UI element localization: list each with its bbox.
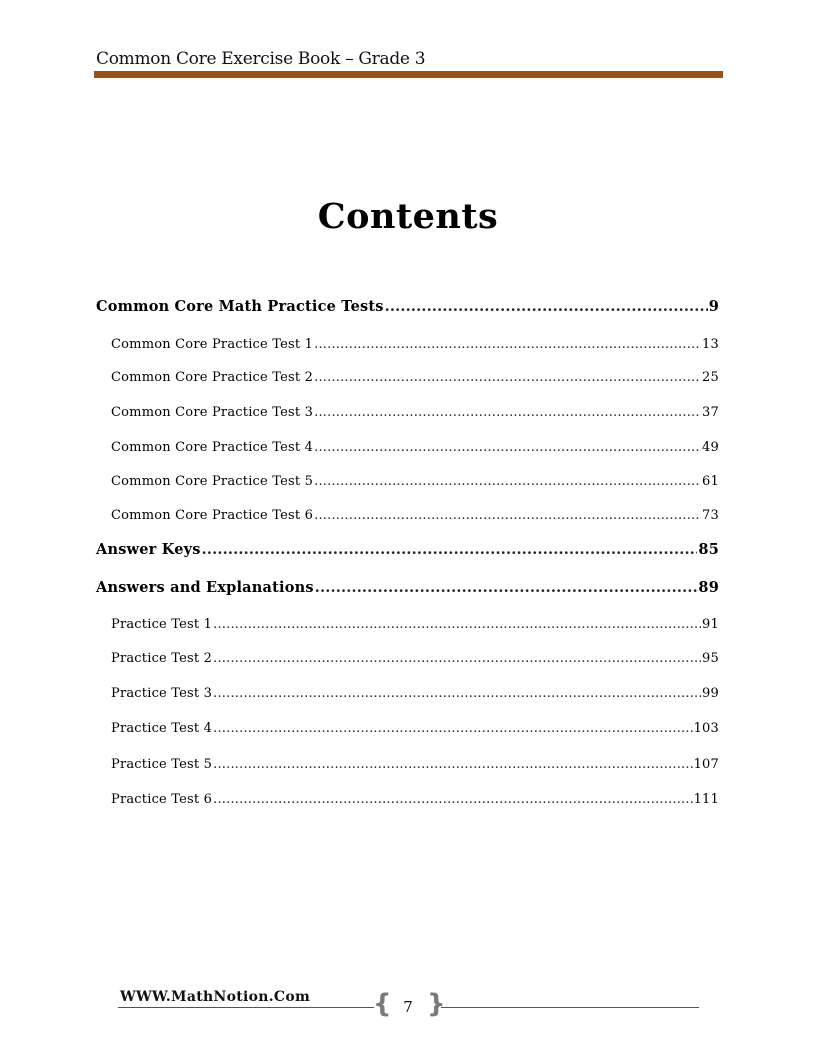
- toc-entry-label: Common Core Practice Test 3: [111, 405, 314, 420]
- toc-entry[interactable]: [111, 370, 719, 385]
- toc-entry-page: 99: [702, 686, 719, 701]
- toc-entry-label: Common Core Practice Test 5: [111, 474, 314, 489]
- toc-leader-dots: [213, 721, 692, 736]
- toc-entry-label: Practice Test 4: [111, 721, 213, 736]
- right-brace-icon: }: [427, 989, 446, 1019]
- footer-website: WWW.MathNotion.Com: [120, 989, 311, 1005]
- toc-entry-page: 103: [693, 721, 719, 736]
- toc-entry-label: Common Core Practice Test 6: [111, 508, 314, 523]
- toc-entry[interactable]: [111, 792, 719, 807]
- toc-entry[interactable]: [111, 757, 719, 772]
- toc-entry[interactable]: [111, 617, 719, 632]
- toc-entry[interactable]: [96, 541, 719, 558]
- toc-entry-label: Answers and Explanations: [96, 579, 314, 596]
- toc-entry[interactable]: [96, 298, 719, 315]
- toc-entry-label: Practice Test 6: [111, 792, 213, 807]
- toc-leader-dots: [314, 440, 701, 455]
- toc-leader-dots: [314, 508, 701, 523]
- toc-leader-dots: [315, 579, 698, 596]
- toc-entry-page: 37: [702, 405, 719, 420]
- toc-leader-dots: [213, 686, 701, 701]
- toc-leader-dots: [202, 541, 698, 558]
- toc-entry-page: 111: [693, 792, 719, 807]
- header-rule: [94, 71, 723, 78]
- toc-entry-label: Common Core Math Practice Tests: [96, 298, 384, 315]
- toc-entry[interactable]: [96, 579, 719, 596]
- toc-leader-dots: [314, 474, 701, 489]
- toc-entry[interactable]: [111, 686, 719, 701]
- toc-entry[interactable]: [111, 508, 719, 523]
- toc-entry-label: Practice Test 1: [111, 617, 213, 632]
- toc-leader-dots: [213, 792, 692, 807]
- toc-entry[interactable]: [111, 474, 719, 489]
- left-brace-icon: {: [373, 989, 392, 1019]
- toc-entry-page: 91: [702, 617, 719, 632]
- toc-entry[interactable]: [111, 721, 719, 736]
- toc-leader-dots: [314, 337, 701, 352]
- toc-entry-page: 85: [698, 541, 719, 558]
- toc-leader-dots: [213, 617, 701, 632]
- running-header-title: Common Core Exercise Book – Grade 3: [96, 49, 426, 69]
- toc-entry[interactable]: [111, 651, 719, 666]
- toc-entry-page: 13: [702, 337, 719, 352]
- toc-entry-page: 49: [702, 440, 719, 455]
- toc-entry-label: Answer Keys: [96, 541, 201, 558]
- toc-entry-page: 73: [702, 508, 719, 523]
- toc-leader-dots: [213, 757, 692, 772]
- toc-entry-label: Common Core Practice Test 4: [111, 440, 314, 455]
- toc-entry-label: Common Core Practice Test 2: [111, 370, 314, 385]
- toc-entry-label: Practice Test 2: [111, 651, 213, 666]
- toc-entry[interactable]: [111, 337, 719, 352]
- toc-leader-dots: [213, 651, 701, 666]
- toc-entry-label: Practice Test 5: [111, 757, 213, 772]
- toc-leader-dots: [314, 405, 701, 420]
- toc-entry-label: Practice Test 3: [111, 686, 213, 701]
- toc-entry-label: Common Core Practice Test 1: [111, 337, 314, 352]
- page-number: 7: [403, 998, 413, 1016]
- toc-entry[interactable]: [111, 405, 719, 420]
- toc-entry-page: 95: [702, 651, 719, 666]
- toc-entry-page: 25: [702, 370, 719, 385]
- toc-leader-dots: [314, 370, 701, 385]
- toc-entry-page: 9: [708, 298, 719, 315]
- page-title: Contents: [317, 196, 499, 237]
- footer-rule-left: [118, 1007, 374, 1008]
- toc-entry-page: 61: [702, 474, 719, 489]
- toc-leader-dots: [385, 298, 708, 315]
- toc-entry-page: 89: [698, 579, 719, 596]
- toc-entry-page: 107: [693, 757, 719, 772]
- footer-rule-right: [441, 1007, 699, 1008]
- toc-entry[interactable]: [111, 440, 719, 455]
